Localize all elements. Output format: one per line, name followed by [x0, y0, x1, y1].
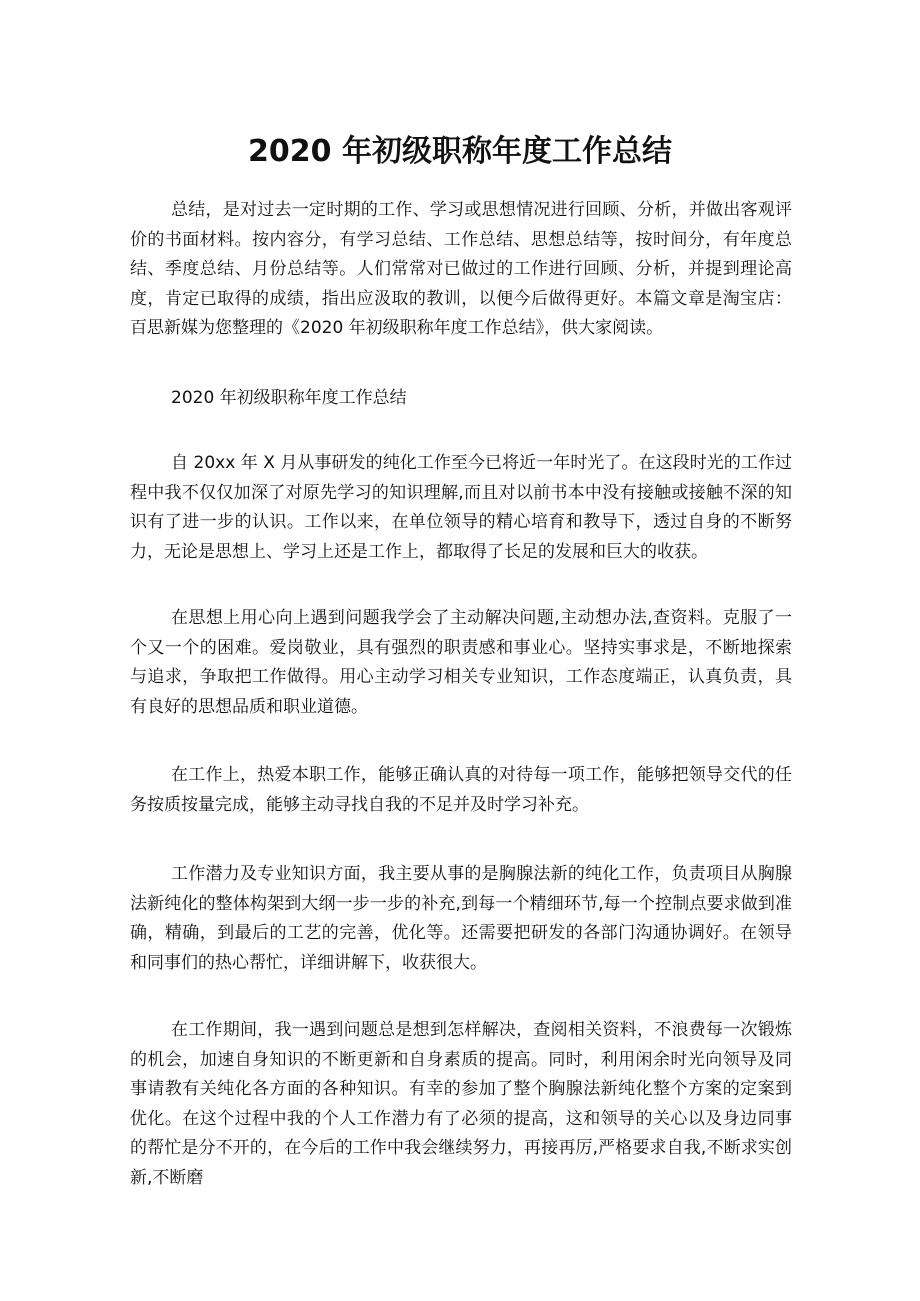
section-subheading: 2020 年初级职称年度工作总结 [171, 388, 407, 408]
body-paragraph-3: 在工作上，热爱本职工作，能够正确认真的对待每一项工作，能够把领导交代的任务按质按量完成，能够主动寻找自我的不足并及时学习补充。 [130, 765, 792, 815]
intro-paragraph: 总结，是对过去一定时期的工作、学习或思想情况进行回顾、分析，并做出客观评价的书面材料。按内容分，有学习总结、工作总结、思想总结等，按时间分，有年度总结、季度总结、月份总结等。人们常常对已做过的工作进行回顾、分析，并提到理论高度，肯定已取得的成绩，指出应汲取的教训，以便今后做得更好。本篇文章是淘宝店：百思新媒为您整理的《2020 年初级职称年度工作总结》，供大家阅读。 [130, 200, 792, 339]
document-title: 2020 年初级职称年度工作总结 [248, 134, 672, 169]
body-paragraph-5: 在工作期间，我一遇到问题总是想到怎样解决，查阅相关资料，不浪费每一次锻炼的机会，加速自身知识的不断更新和自身素质的提高。同时，利用闲余时光向领导及同事请教有关纯化各方面的各种知识。有幸的参加了整个胸腺法新纯化整个方案的定案到优化。在这个过程中我的个人工作潜力有了必须的提高，这和领导的关心以及身边同事的帮忙是分不开的，在今后的工作中我会继续努力，再接再厉,严格要求自我,不断求实创新,不断磨 [130, 1020, 792, 1188]
body-paragraph-4: 工作潜力及专业知识方面，我主要从事的是胸腺法新的纯化工作，负责项目从胸腺法新纯化的整体构架到大纲一步一步的补充,到每一个精细环节,每一个控制点要求做到准确，精确，到最后的工艺的完善，优化等。还需要把研发的各部门沟通协调好。在领导和同事们的热心帮忙，详细讲解下，收获很大。 [130, 864, 792, 973]
body-paragraph-1: 自 20xx 年 X 月从事研发的纯化工作至今已将近一年时光了。在这段时光的工作过程中我不仅仅加深了对原先学习的知识理解,而且对以前书本中没有接触或接触不深的知识有了进一步的认识。工作以来，在单位领导的精心培育和教导下，透过自身的不断努力，无论是思想上、学习上还是工作上，都取得了长足的发展和巨大的收获。 [130, 453, 792, 562]
body-paragraph-2: 在思想上用心向上遇到问题我学会了主动解决问题,主动想办法,查资料。克服了一个又一个的困难。爱岗敬业，具有强烈的职责感和事业心。坚持实事求是，不断地探索与追求，争取把工作做得。用心主动学习相关专业知识，工作态度端正，认真负责，具有良好的思想品质和职业道德。 [130, 608, 792, 717]
